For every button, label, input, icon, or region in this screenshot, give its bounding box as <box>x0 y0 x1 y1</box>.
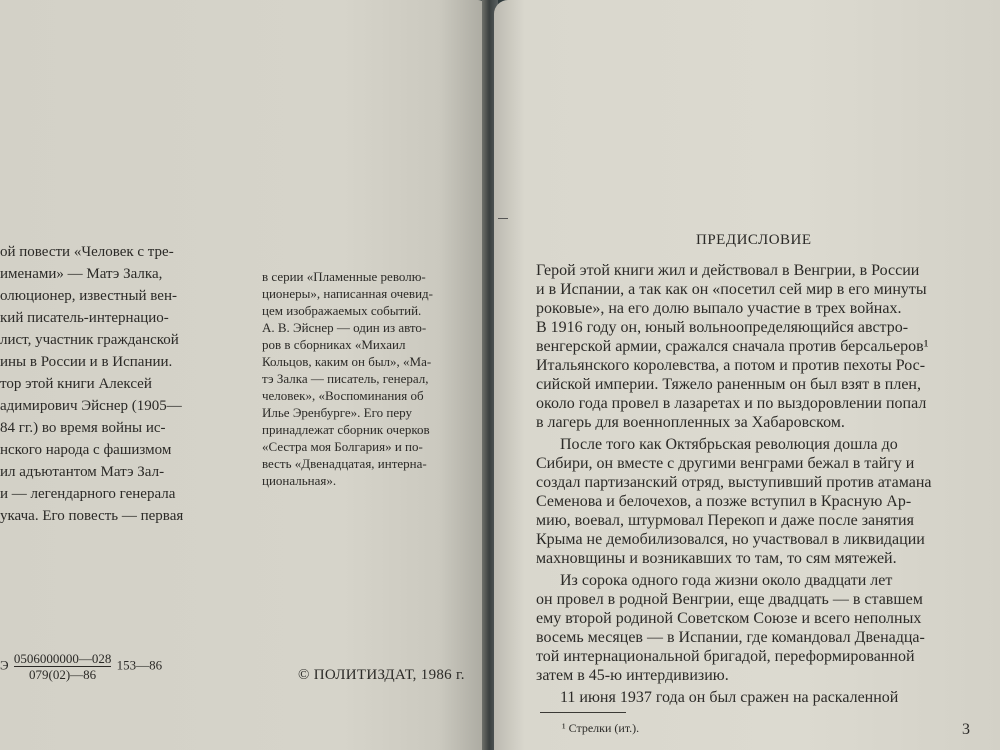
footnote: ¹ Стрелки (ит.). <box>562 721 640 735</box>
left-col1-line: ины в России и в Испании. <box>0 354 173 370</box>
body-line: он провел в родной Венгрии, еще двадцать — в ставшем <box>536 591 923 608</box>
body-line: создал партизанский отряд, выступивший против атамана <box>536 474 932 491</box>
left-col2-line: в серии «Пламенные револю- <box>262 269 426 284</box>
body-line: около года провел в лазаретах и по выздоровлении попал <box>536 395 927 412</box>
left-col2-line: весть «Двенадцатая, интерна- <box>262 456 427 471</box>
page-mark <box>498 218 508 219</box>
body-line: Из сорока одного года жизни около двадцати лет <box>560 572 893 589</box>
body-line: сийской империи. Тяжело раненным он был взят в плен, <box>536 376 921 393</box>
left-col1-line: лист, участник гражданской <box>0 332 179 348</box>
imprint-code <box>0 652 162 681</box>
left-col1-line: олюционер, известный вен- <box>0 288 177 304</box>
left-col2-line: А. В. Эйснер — один из авто- <box>262 320 427 335</box>
body-line: роковые», на его долю выпало участие в трех войнах. <box>536 300 902 317</box>
imprint-fraction <box>14 652 112 681</box>
imprint-suffix: 153—86 <box>116 657 163 673</box>
imprint-numerator: 0506000000—028 <box>13 651 112 666</box>
left-col1-line: и — легендарного генерала <box>0 486 176 502</box>
left-col2-line: ров в сборниках «Михаил <box>262 337 406 352</box>
body-line: венгерской армии, сражался сначала против берсальеров¹ <box>536 338 929 355</box>
copyright-line: © ПОЛИТИЗДАТ, 1986 г. <box>298 667 465 683</box>
body-line: затем в 45-ю интердивизию. <box>536 667 729 684</box>
imprint-denominator: 079(02)—86 <box>29 667 97 682</box>
left-col2-line: циональная». <box>262 473 337 488</box>
left-col1-line: тор этой книги Алексей <box>0 376 152 392</box>
page-number: 3 <box>962 721 970 738</box>
left-col1-line: кий писатель-интернацио- <box>0 310 169 326</box>
left-col1-line: 84 гг.) во время войны ис- <box>0 420 166 436</box>
body-line: и в Испании, а так как он «посетил сей мир в его минуты <box>536 281 927 298</box>
left-col2-line: человек», «Воспоминания об <box>262 388 424 403</box>
body-line: Семенова и белочехов, а позже вступил в Красную Ар- <box>536 493 912 510</box>
left-col2-line: ционеры», написанная очевид- <box>262 286 433 301</box>
left-col1-line: укача. Его повесть — первая <box>0 508 184 524</box>
body-line: Герой этой книги жил и действовал в Венгрии, в России <box>536 262 920 279</box>
body-line: 11 июня 1937 года он был сражен на раскаленной <box>560 689 899 706</box>
left-col2-line: цем изображаемых событий. <box>262 303 422 318</box>
chapter-heading: ПРЕДИСЛОВИЕ <box>696 232 812 248</box>
left-page <box>0 0 488 750</box>
body-line: Итальянского королевства, а потом и против пехоты Рос- <box>536 357 926 374</box>
imprint-prefix: Э <box>0 657 9 673</box>
body-line: в лагерь для военнопленных за Хабаровском. <box>536 414 845 431</box>
footnote-rule <box>540 712 626 713</box>
body-line: После того как Октябрьская революция дошла до <box>560 436 898 453</box>
body-line: Крыма не демобилизовался, но участвовал в ликвидации <box>536 531 925 548</box>
left-col1-line: именами» — Матэ Залка, <box>0 266 163 282</box>
left-col1-line: ил адъютантом Матэ Зал- <box>0 464 165 480</box>
body-line: мию, воевал, штурмовал Перекоп и даже после занятия <box>536 512 914 529</box>
left-col1-line: ой повести «Человек с тре- <box>0 244 174 260</box>
body-line: В 1916 году он, юный вольноопределяющийся австро- <box>536 319 909 336</box>
left-col1-line: нского народа с фашизмом <box>0 442 172 458</box>
left-col1-line: адимирович Эйснер (1905— <box>0 398 182 414</box>
body-line: Сибири, он вместе с другими венграми бежал в тайгу и <box>536 455 915 472</box>
left-col2-line: тэ Залка — писатель, генерал, <box>262 371 429 386</box>
left-col2-line: Илье Эренбурге». Его перу <box>262 405 412 420</box>
body-line: махновщины и возникавших то там, то сям мятежей. <box>536 550 897 567</box>
left-col2-line: «Сестра моя Болгария» и по- <box>262 439 423 454</box>
left-col2-line: принадлежат сборник очерков <box>262 422 430 437</box>
left-col2-line: Кольцов, каким он был», «Ма- <box>262 354 432 369</box>
body-line: восемь месяцев — в Испании, где командовал Двенадца- <box>536 629 925 646</box>
body-line: той интернациональной бригадой, переформированной <box>536 648 915 665</box>
body-line: ему второй родиной Советском Союзе и всего неполных <box>536 610 922 627</box>
